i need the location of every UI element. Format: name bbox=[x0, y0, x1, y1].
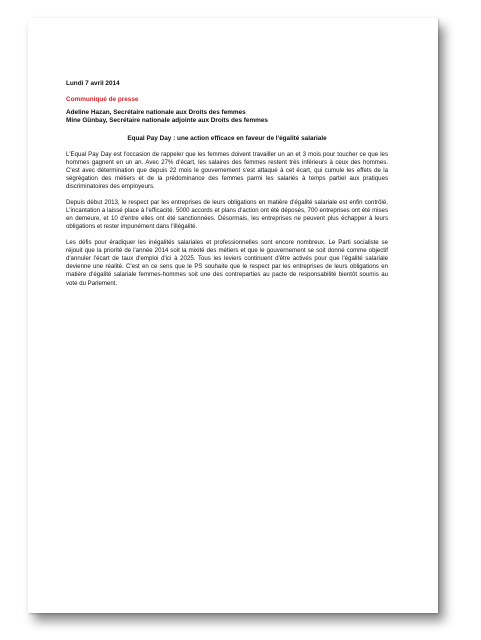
body-paragraph: L'Equal Pay Day est l'occasion de rappeler que les femmes doivent travailler un an et 3 mois pour toucher ce que les hommes gagnent en un an. Avec 27% d'écart, les salaires des femmes restent très inférieurs à ceux des hommes. C'est avec détermination que depuis 22 mois le gouvernement s'est attaqué à cet écart, qui cumule les effets de la ségrégation des métiers et de la prédominance des femmes parmi les salariés à temps partiel aux pratiques discriminatoires des employeurs. bbox=[66, 151, 388, 191]
press-release-label: Communiqué de presse bbox=[66, 95, 139, 103]
body-paragraph: Les défis pour éradiquer les inégalités salariales et professionnelles sont encore nombreux. Le Parti socialiste se réjouit que la priorité de l'année 2014 soit la mixité des métiers et que le gouvernement se soit donné comme objectif d'annuler l'écart de taux d'emploi d'ici à 2025. Tous les leviers continuent d'être activés pour que l'égalité salariale devienne une réalité. C'est en ce sens que le PS souhaite que le respect par les entreprises de leurs obligations en matière d'égalité salariale femmes-hommes soit une des contreparties au pacte de responsabilité bientôt soumis au vote du Parlement. bbox=[66, 239, 388, 287]
author-line: Adeline Hazan, Secrétaire nationale aux Droits des femmes bbox=[66, 109, 246, 117]
authors-block bbox=[66, 109, 388, 125]
document-page bbox=[28, 18, 438, 613]
document-title: Equal Pay Day : une action efficace en faveur de l'égalité salariale bbox=[127, 135, 327, 143]
document-date: Lundi 7 avril 2014 bbox=[66, 80, 120, 87]
document-content bbox=[66, 80, 388, 296]
body-paragraph: Depuis début 2013, le respect par les entreprises de leurs obligations en matière d'égalité salariale est enfin contrôlé. L'incantation a laissé place à l'efficacité. 5000 accords et plans d'action ont été déposés, 700 entreprises ont été mises en demeure, et 10 d'entre elles ont été sanctionnées. Désormais, les entreprises ne peuvent plus échapper à leurs obligations et rester impunément dans l'illégalité. bbox=[66, 199, 388, 231]
author-line: Mine Günbay, Secrétaire nationale adjointe aux Droits des femmes bbox=[66, 117, 268, 125]
